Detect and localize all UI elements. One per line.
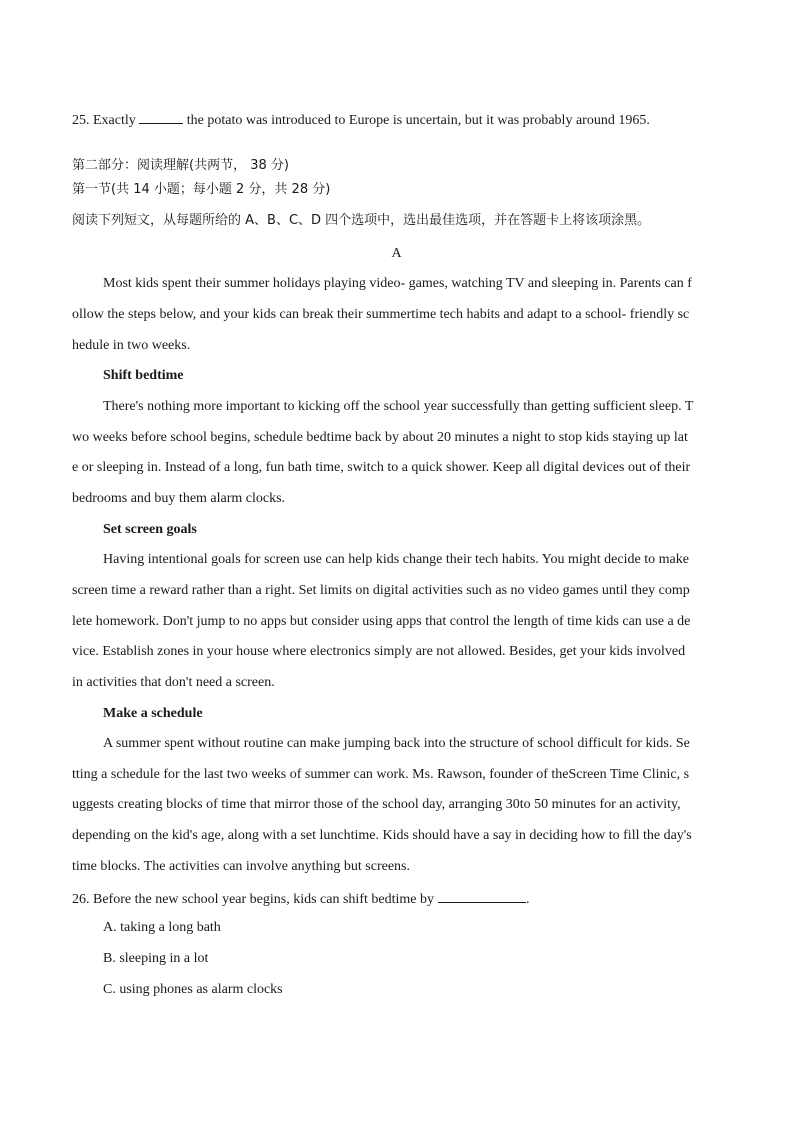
heading-set-screen-goals: Set screen goals [103, 522, 197, 537]
q25-text-after: the potato was introduced to Europe is uncertain, but it was probably around 1965. [183, 113, 650, 128]
part2-heading: 第二部分：阅读理解(共两节， 38 分) [72, 158, 289, 173]
paragraph-line: bedrooms and buy them alarm clocks. [72, 491, 286, 506]
paragraph-line: vice. Establish zones in your house where electronics simply are not allowed. Besides, get your kids involved [72, 644, 686, 659]
heading-shift-bedtime: Shift bedtime [103, 368, 184, 383]
paragraph-line: wo weeks before school begins, schedule bedtime back by about 20 minutes a night to stop kids staying up lat [72, 430, 688, 445]
paragraph-line: screen time a reward rather than a right. Set limits on digital activities such as no video games until they comp [72, 583, 690, 598]
paragraph-line: tting a schedule for the last two weeks of summer can work. Ms. Rawson, founder of theScreen Time Clinic, s [72, 767, 690, 782]
q25-text-before: 25. Exactly [72, 113, 140, 128]
paragraph-line: A summer spent without routine can make jumping back into the structure of school difficult for kids. Se [103, 736, 690, 751]
paragraph-line: e or sleeping in. Instead of a long, fun bath time, switch to a quick shower. Keep all digital devices out of their [72, 460, 691, 475]
q26-end: . [525, 892, 530, 907]
passage-letter: A [391, 246, 402, 261]
paragraph-line: time blocks. The activities can involve anything but screens. [72, 859, 410, 874]
option-a: A. taking a long bath [103, 920, 221, 935]
answer-blank [139, 109, 183, 124]
answer-blank [438, 888, 526, 903]
q26-stem: 26. Before the new school year begins, kids can shift bedtime by [72, 892, 434, 907]
heading-make-a-schedule: Make a schedule [103, 706, 203, 721]
option-b: B. sleeping in a lot [103, 951, 209, 966]
paragraph-line: uggests creating blocks of time that mirror those of the school day, arranging 30to 50 minutes for an activity, [72, 797, 681, 812]
intro-line: ollow the steps below, and your kids can break their summertime tech habits and adapt to a school- friendly sc [72, 307, 690, 322]
section1-heading: 第一节(共 14 小题；每小题 2 分，共 28 分) [72, 182, 331, 197]
paragraph-line: depending on the kid's age, along with a set lunchtime. Kids should have a say in deciding how to fill the day's [72, 828, 692, 843]
paragraph-line: Having intentional goals for screen use can help kids change their tech habits. You might decide to make [103, 552, 689, 567]
instructions: 阅读下列短文，从每题所给的 A、B、C、D 四个选项中，选出最佳选项，并在答题卡上将该项涂黑。 [72, 213, 651, 228]
option-c: C. using phones as alarm clocks [103, 982, 283, 997]
paragraph-line: in activities that don't need a screen. [72, 675, 275, 690]
question-25 [72, 109, 650, 131]
paragraph-line: There's nothing more important to kicking off the school year successfully than getting sufficient sleep. T [103, 399, 694, 414]
intro-line: hedule in two weeks. [72, 338, 191, 353]
question-26 [72, 888, 529, 910]
paragraph-line: lete homework. Don't jump to no apps but consider using apps that control the length of time kids can use a de [72, 614, 691, 629]
intro-line: Most kids spent their summer holidays playing video- games, watching TV and sleeping in. Parents can f [103, 276, 692, 291]
